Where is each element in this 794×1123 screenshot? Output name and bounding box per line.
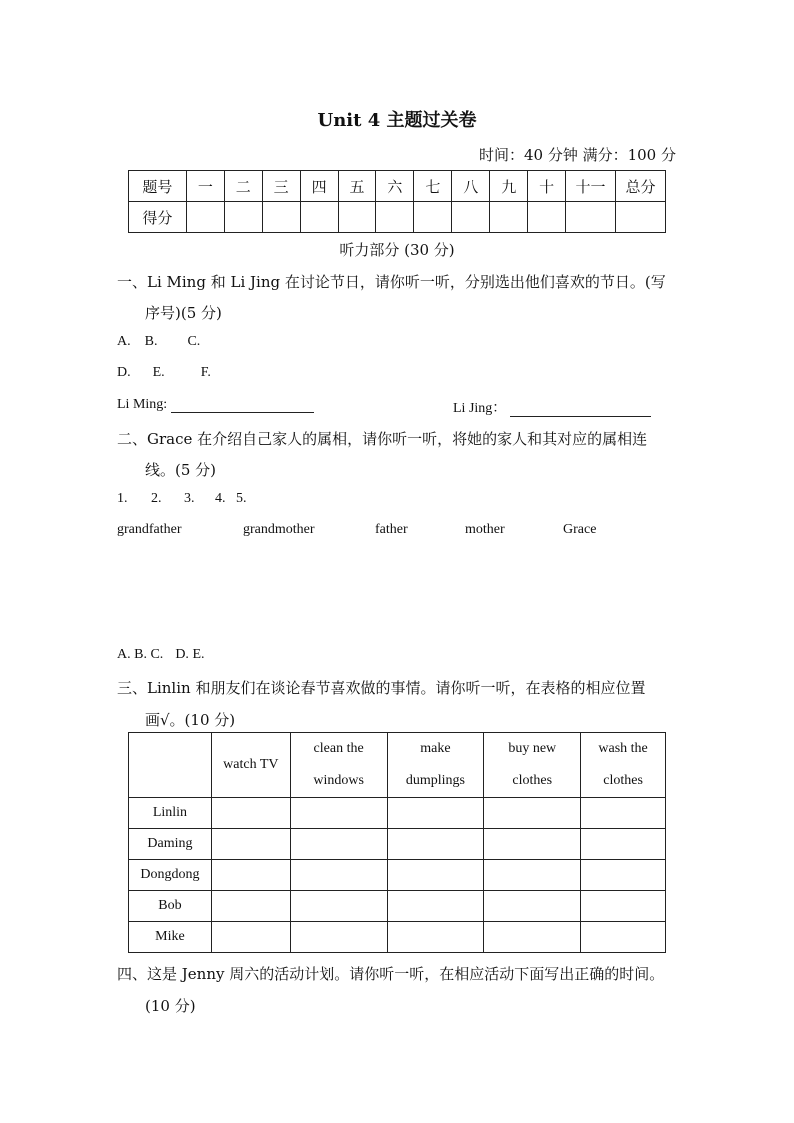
page-title: Unit 4 主题过关卷 [317, 110, 477, 131]
q3-line1: 三、Linlin 和朋友们在谈论春节喜欢做的事情。请你听一听，在表格的相应位置 [117, 679, 646, 697]
score-cell[interactable] [566, 202, 616, 233]
score-row-label: 得分 [129, 202, 187, 233]
score-cell[interactable] [452, 202, 490, 233]
option-a: A. [117, 334, 131, 349]
score-cell[interactable] [490, 202, 528, 233]
q2-line2: 线。(5 分) [145, 461, 217, 479]
q2-num-4: 4. [215, 491, 226, 506]
activity-header-text: wash the [598, 741, 648, 756]
q2-num-2: 2. [151, 491, 162, 506]
table-row [129, 829, 666, 860]
score-table [128, 170, 666, 233]
score-header-cell: 九 [490, 171, 528, 202]
check-cell[interactable] [387, 798, 484, 829]
q2-member-father: father [375, 522, 408, 537]
q2-letter-e: E. [192, 647, 205, 662]
activity-name-cell: Mike [129, 922, 212, 953]
check-cell[interactable] [290, 922, 387, 953]
q4-line1: 四、这是 Jenny 周六的活动计划。请你听一听，在相应活动下面写出正确的时间。 [117, 965, 665, 983]
check-cell[interactable] [387, 860, 484, 891]
score-value-row [129, 202, 666, 233]
score-header-cell: 四 [300, 171, 338, 202]
q2-num-1: 1. [117, 491, 128, 506]
q2-member-grandmother: grandmother [243, 522, 315, 537]
score-header-cell: 一 [186, 171, 224, 202]
option-b: B. [144, 334, 158, 349]
activity-header-text: clothes [512, 773, 553, 788]
score-header-cell: 八 [452, 171, 490, 202]
check-cell[interactable] [484, 798, 581, 829]
score-header-cell: 七 [414, 171, 452, 202]
activity-header-cell [387, 733, 484, 798]
q2-line1: 二、Grace 在介绍自己家人的属相，请你听一听，将她的家人和其对应的属相连 [117, 430, 648, 448]
table-row [129, 891, 666, 922]
q2-letter-d: D. [175, 647, 189, 662]
check-cell[interactable] [290, 891, 387, 922]
activity-header-cell [211, 733, 290, 798]
table-row [129, 798, 666, 829]
score-cell[interactable] [376, 202, 414, 233]
listening-section-title: 听力部分 (30 分) [339, 241, 455, 259]
q1-line2: 序号)(5 分) [145, 304, 222, 322]
score-cell[interactable] [262, 202, 300, 233]
activity-header-text: make [420, 741, 451, 756]
check-cell[interactable] [581, 860, 666, 891]
q2-letters [117, 647, 205, 663]
check-cell[interactable] [211, 798, 290, 829]
check-cell[interactable] [211, 922, 290, 953]
check-cell[interactable] [387, 829, 484, 860]
lijing-label: Li Jing： [453, 401, 507, 416]
score-header-cell: 五 [338, 171, 376, 202]
check-cell[interactable] [581, 922, 666, 953]
table-row [129, 922, 666, 953]
q3-line2: 画√。(10 分) [145, 711, 236, 729]
q2-letter-c: C. [150, 647, 164, 662]
check-cell[interactable] [290, 829, 387, 860]
q2-member-mother: mother [465, 522, 505, 537]
check-cell[interactable] [581, 891, 666, 922]
activity-table [128, 732, 666, 953]
activity-name-cell: Linlin [129, 798, 212, 829]
q1-answer-liming [117, 397, 314, 413]
check-cell[interactable] [211, 829, 290, 860]
option-d: D. [117, 365, 131, 380]
activity-header-text: clean the [313, 741, 364, 756]
score-cell[interactable] [528, 202, 566, 233]
q1-line1: 一、Li Ming 和 Li Jing 在讨论节日，请你听一听，分别选出他们喜欢的节日。(写 [117, 273, 666, 291]
score-cell[interactable] [300, 202, 338, 233]
q2-member-grace: Grace [563, 522, 597, 537]
score-cell[interactable] [615, 202, 665, 233]
liming-answer-line[interactable] [171, 398, 314, 413]
activity-name-cell: Bob [129, 891, 212, 922]
activity-header-text: clothes [603, 773, 643, 788]
activity-header-cell [484, 733, 581, 798]
check-cell[interactable] [290, 798, 387, 829]
score-cell[interactable] [338, 202, 376, 233]
q2-letter-a: A. [117, 647, 131, 662]
q1-options-row2 [117, 365, 211, 381]
score-cell[interactable] [224, 202, 262, 233]
check-cell[interactable] [484, 891, 581, 922]
option-f: F. [200, 365, 211, 380]
option-e: E. [152, 365, 165, 380]
activity-header-text: windows [313, 773, 364, 788]
q2-num-3: 3. [184, 491, 195, 506]
activity-name-cell: Daming [129, 829, 212, 860]
q1-options-row1 [117, 334, 200, 350]
score-cell[interactable] [414, 202, 452, 233]
check-cell[interactable] [484, 860, 581, 891]
activity-header-cell [581, 733, 666, 798]
score-header-cell: 十一 [566, 171, 616, 202]
check-cell[interactable] [484, 829, 581, 860]
q4-line2: (10 分) [145, 997, 196, 1015]
activity-header-text: watch TV [223, 757, 279, 772]
q2-member-grandfather: grandfather [117, 522, 182, 537]
check-cell[interactable] [387, 922, 484, 953]
score-cell[interactable] [186, 202, 224, 233]
lijing-answer-line[interactable] [510, 402, 651, 417]
q1-answer-lijing [453, 397, 651, 417]
check-cell[interactable] [211, 860, 290, 891]
score-header-cell: 题号 [129, 171, 187, 202]
check-cell[interactable] [581, 798, 666, 829]
activity-header-text: dumplings [405, 773, 466, 788]
activity-header-text: buy new [508, 741, 557, 756]
score-header-cell: 二 [224, 171, 262, 202]
score-header-cell: 总分 [615, 171, 665, 202]
score-header-cell: 六 [376, 171, 414, 202]
check-cell[interactable] [484, 922, 581, 953]
check-cell[interactable] [581, 829, 666, 860]
exam-meta: 时间：40 分钟 满分：100 分 [478, 146, 676, 164]
activity-corner-cell [129, 733, 212, 798]
activity-header-row [129, 733, 666, 798]
table-row [129, 860, 666, 891]
score-header-row [129, 171, 666, 202]
check-cell[interactable] [211, 891, 290, 922]
score-header-cell: 三 [262, 171, 300, 202]
activity-name-cell: Dongdong [129, 860, 212, 891]
score-header-cell: 十 [528, 171, 566, 202]
activity-header-cell [290, 733, 387, 798]
check-cell[interactable] [387, 891, 484, 922]
option-c: C. [187, 334, 201, 349]
q2-letter-b: B. [134, 647, 147, 662]
q2-num-5: 5. [236, 491, 247, 506]
liming-label: Li Ming: [117, 397, 168, 412]
check-cell[interactable] [290, 860, 387, 891]
